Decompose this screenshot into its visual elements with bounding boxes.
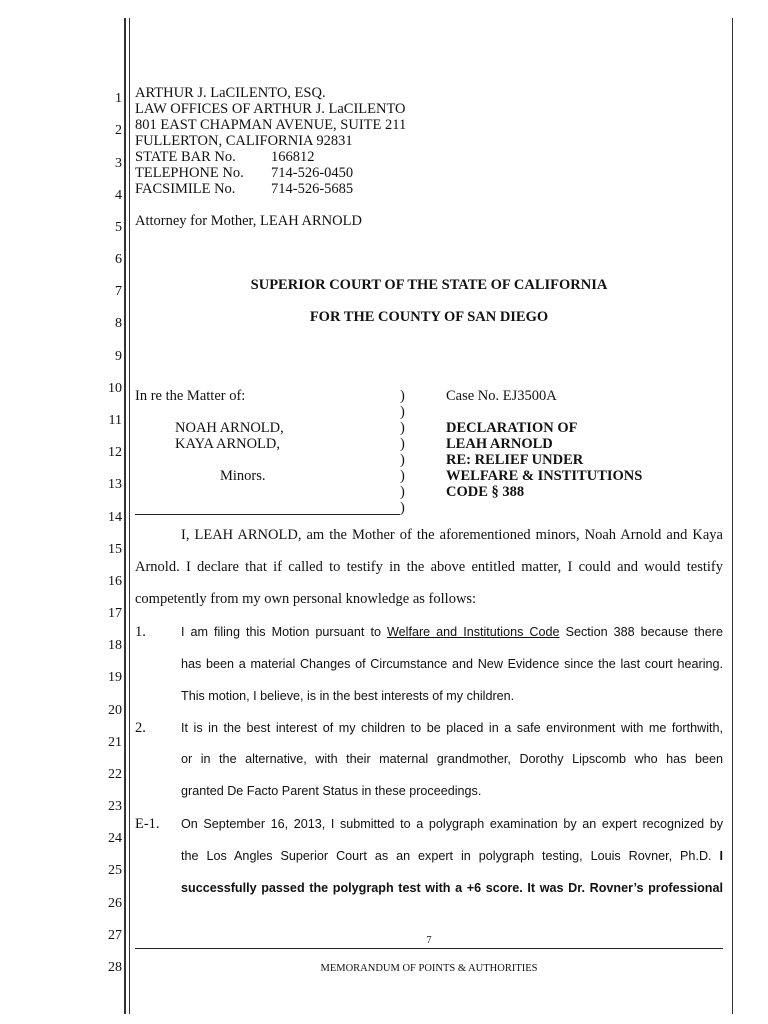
- line-number: 8: [115, 316, 122, 331]
- footer-title: MEMORANDUM OF POINTS & AUTHORITIES: [320, 963, 538, 974]
- line-number: 1: [115, 91, 122, 106]
- item-line: [181, 848, 723, 864]
- item-number: 1.: [135, 624, 146, 640]
- attorney-address1: 801 EAST CHAPMAN AVENUE, SUITE 211: [135, 117, 407, 133]
- line-number: 15: [108, 542, 122, 557]
- line-number: 19: [108, 670, 122, 685]
- state-bar-label: STATE BAR No.: [135, 149, 236, 165]
- left-margin-rule-thin: [129, 18, 130, 1014]
- court-heading: SUPERIOR COURT OF THE STATE OF CALIFORNIA: [250, 277, 608, 293]
- right-margin-rule: [732, 18, 733, 1014]
- document-title: WELFARE & INSTITUTIONS: [446, 468, 643, 484]
- document-title: LEAH ARNOLD: [446, 436, 553, 452]
- attorney-firm: LAW OFFICES OF ARTHUR J. LaCILENTO: [135, 101, 406, 117]
- document-title: CODE § 388: [446, 484, 525, 500]
- line-number: 18: [108, 638, 122, 653]
- item-text: Section 388 because there: [559, 625, 723, 639]
- item-line: has been a material Changes of Circumstance and New Evidence since the last court hearing.: [181, 657, 723, 671]
- statute-reference: Welfare and Institutions Code: [386, 625, 560, 639]
- item-line: On September 16, 2013, I submitted to a polygraph examination by an expert recognized by: [181, 817, 723, 831]
- intro-line: Arnold. I declare that if called to testify in the above entitled matter, I could and would testify: [135, 559, 723, 575]
- facsimile-value: 714-526-5685: [271, 181, 354, 197]
- county-heading: FOR THE COUNTY OF SAN DIEGO: [309, 309, 549, 325]
- minors-label: Minors.: [220, 468, 266, 484]
- intro-line: I, LEAH ARNOLD, am the Mother of the aforementioned minors, Noah Arnold and Kaya: [181, 527, 723, 543]
- telephone-label: TELEPHONE No.: [135, 165, 244, 181]
- caption-paren: ): [400, 452, 405, 468]
- line-number: 24: [108, 831, 122, 846]
- document-title: RE: RELIEF UNDER: [446, 452, 584, 468]
- line-number: 23: [108, 799, 122, 814]
- item-number: 2.: [135, 720, 146, 736]
- line-number: 6: [115, 252, 122, 267]
- facsimile-label: FACSIMILE No.: [135, 181, 236, 197]
- caption-paren: ): [400, 436, 405, 452]
- caption-paren: ): [400, 500, 405, 516]
- page-number: 7: [426, 935, 432, 946]
- line-number: 13: [108, 477, 122, 492]
- line-number: 4: [115, 188, 122, 203]
- line-number: 26: [108, 896, 122, 911]
- line-number: 28: [108, 960, 122, 975]
- item-line: granted De Facto Parent Status in these proceedings.: [181, 784, 482, 798]
- line-number: 14: [108, 510, 122, 525]
- minor-name: NOAH ARNOLD,: [175, 420, 284, 436]
- item-number: E-1.: [135, 816, 160, 832]
- item-text-bold: I: [719, 849, 723, 863]
- line-number: 3: [115, 156, 122, 171]
- line-number: 22: [108, 767, 122, 782]
- caption-paren: ): [400, 388, 405, 404]
- line-number: 11: [108, 413, 122, 428]
- case-number: Case No. EJ3500A: [446, 388, 557, 404]
- item-text: I am filing this Motion pursuant to: [181, 625, 387, 639]
- line-number: 7: [115, 284, 122, 299]
- line-number: 2: [115, 123, 122, 138]
- document-title: DECLARATION OF: [446, 420, 578, 436]
- state-bar-value: 166812: [271, 149, 315, 165]
- line-number: 17: [108, 606, 122, 621]
- line-number: 27: [108, 928, 122, 943]
- item-text: the Los Angles Superior Court as an expert in polygraph testing, Louis Rovner, Ph.D.: [181, 849, 720, 863]
- caption-paren: ): [400, 484, 405, 500]
- attorney-name: ARTHUR J. LaCILENTO, ESQ.: [135, 85, 326, 101]
- attorney-address2: FULLERTON, CALIFORNIA 92831: [135, 133, 353, 149]
- caption-paren: ): [400, 468, 405, 484]
- left-margin-rule-thick: [124, 18, 126, 1014]
- intro-line: competently from my own personal knowledge as follows:: [135, 591, 477, 607]
- line-number: 9: [115, 349, 122, 364]
- item-line: This motion, I believe, is in the best interests of my children.: [181, 689, 515, 703]
- caption-underline: [135, 514, 400, 515]
- minor-name: KAYA ARNOLD,: [175, 436, 281, 452]
- line-number: 16: [108, 574, 122, 589]
- caption-paren: ): [400, 420, 405, 436]
- item-line: or in the alternative, with their maternal grandmother, Dorothy Lipscomb who has been: [181, 752, 723, 766]
- line-number: 25: [108, 863, 122, 878]
- line-number: 10: [108, 381, 122, 396]
- item-line-bold: successfully passed the polygraph test with a +6 score. It was Dr. Rovner’s professional: [181, 881, 723, 895]
- matter-label: In re the Matter of:: [135, 388, 246, 404]
- line-number: 21: [108, 735, 122, 750]
- item-line: [181, 624, 723, 640]
- line-number: 12: [108, 445, 122, 460]
- item-line: It is in the best interest of my children to be placed in a safe environment with me forthwith,: [181, 721, 723, 735]
- line-number: 5: [115, 220, 122, 235]
- attorney-for: Attorney for Mother, LEAH ARNOLD: [135, 213, 362, 229]
- line-number: 20: [108, 703, 122, 718]
- telephone-value: 714-526-0450: [271, 165, 354, 181]
- caption-paren: ): [400, 404, 405, 420]
- footer-rule: [135, 948, 723, 949]
